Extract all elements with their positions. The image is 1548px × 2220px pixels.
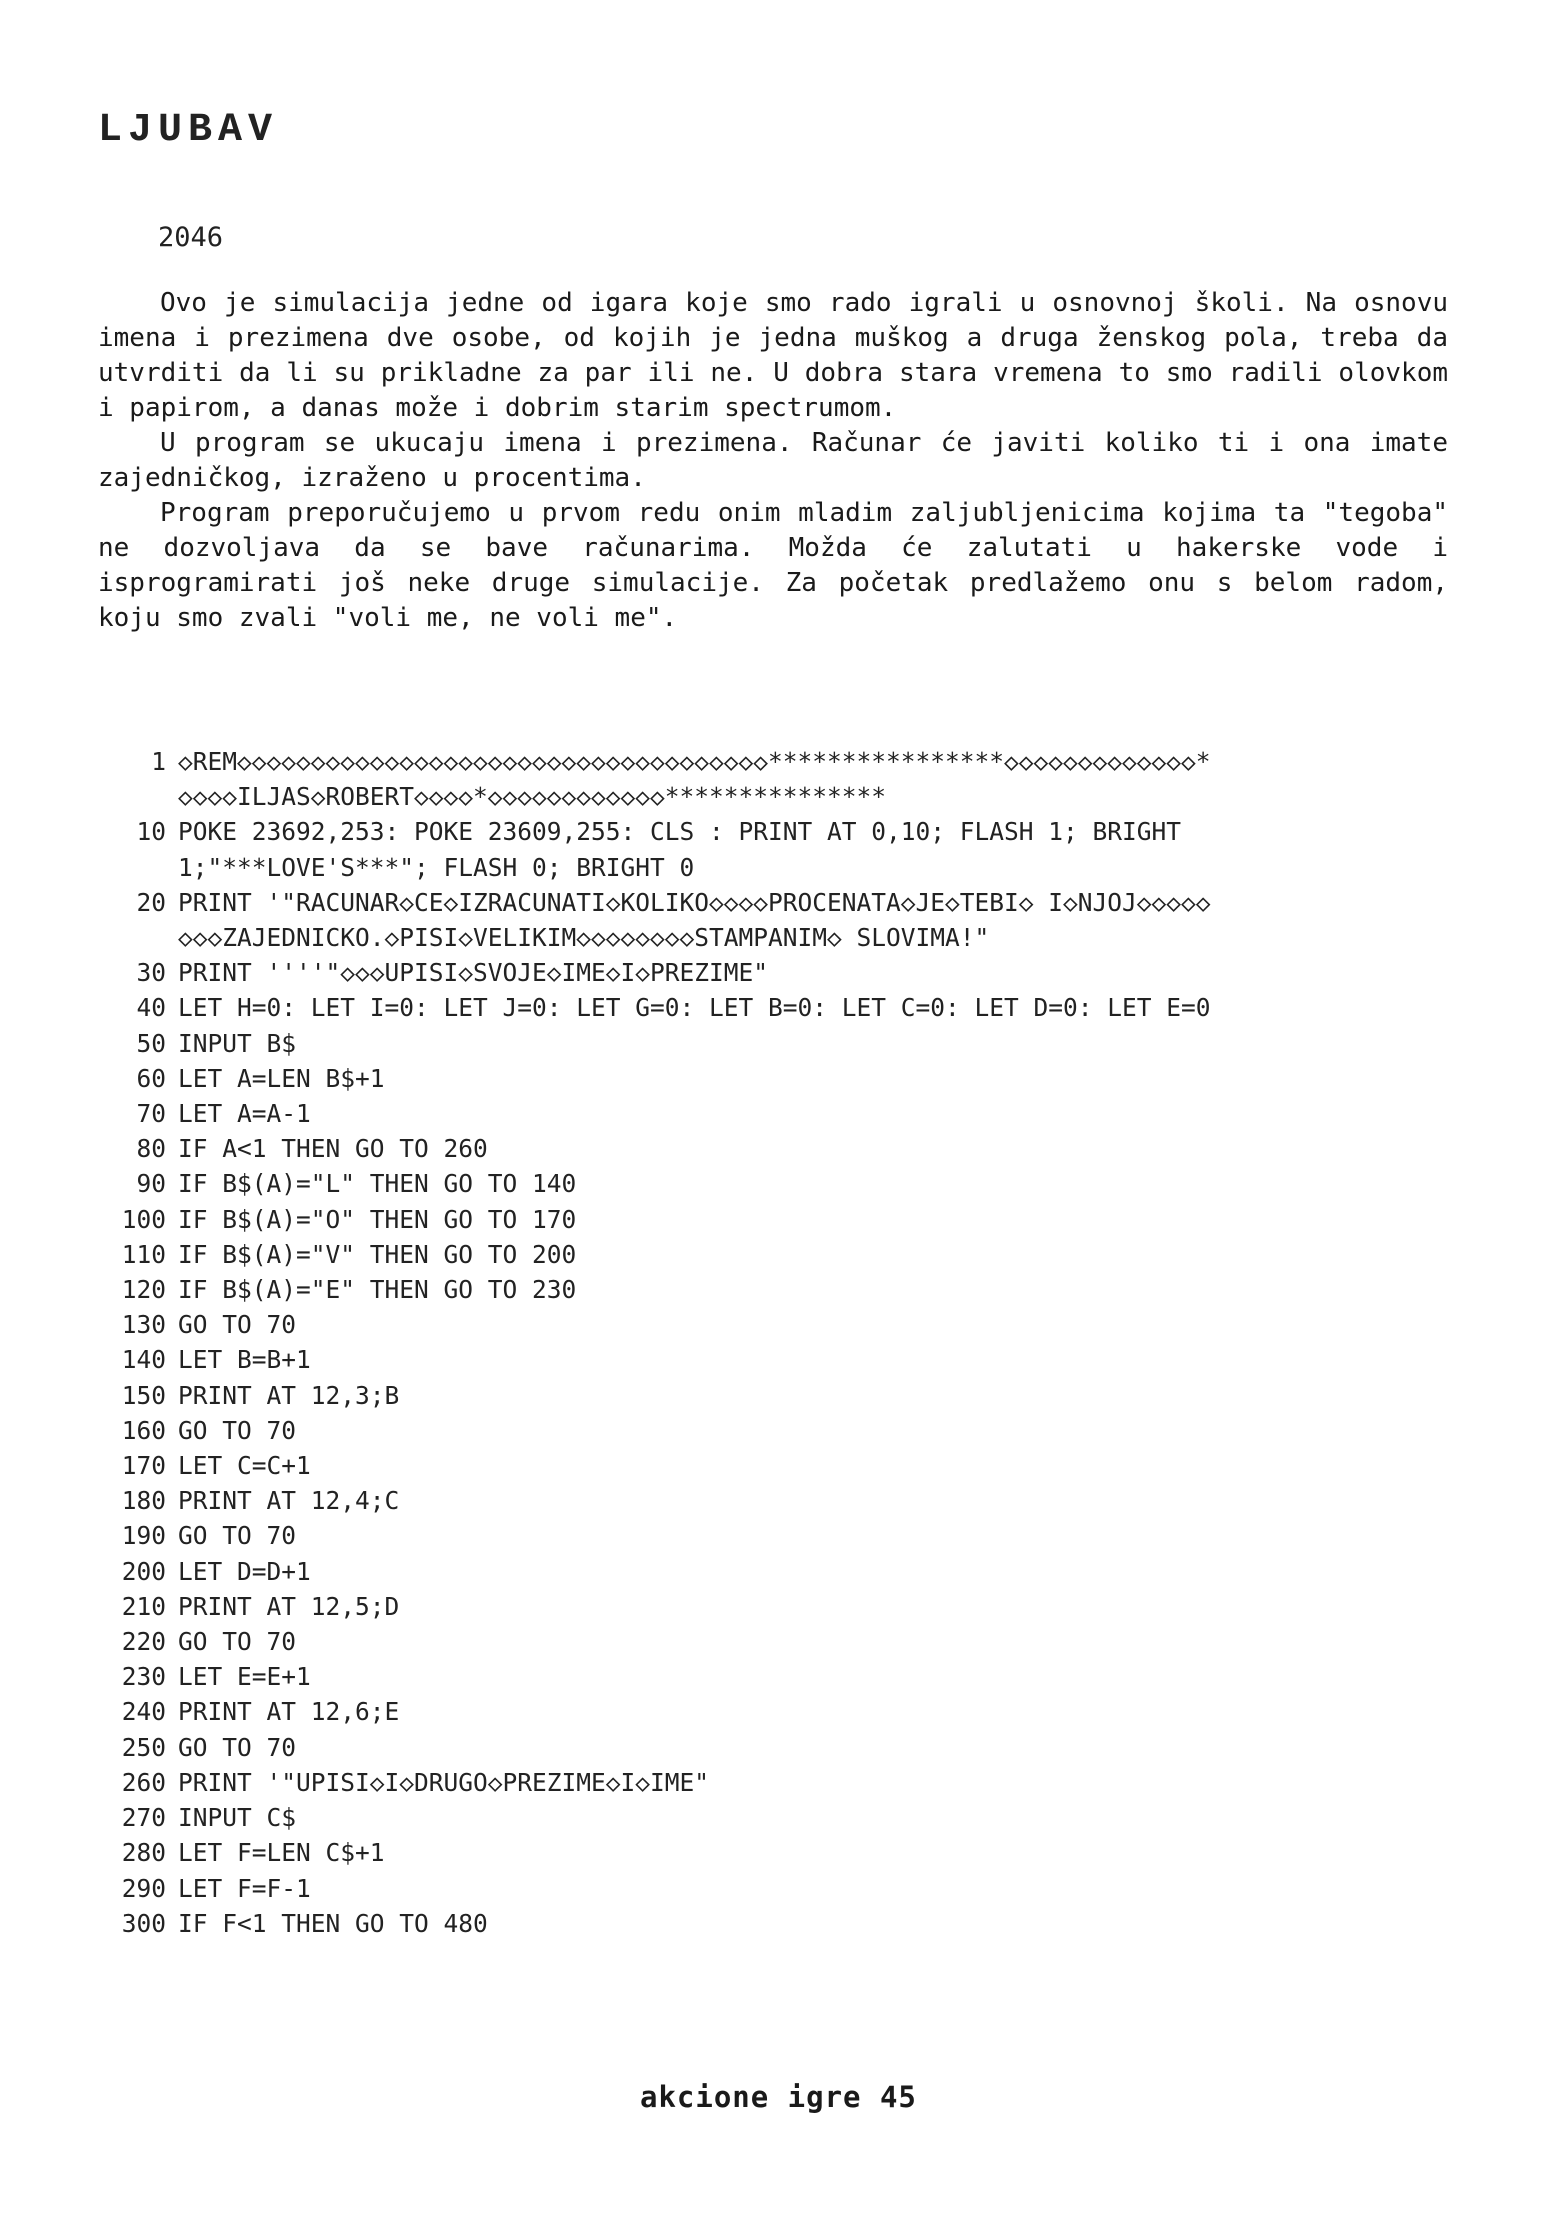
code-line xyxy=(84,1166,1224,1201)
line-number: 60 xyxy=(136,1063,166,1093)
code-text: LET D=D+1 xyxy=(178,1556,311,1586)
code-text: PRINT AT 12,5;D xyxy=(178,1591,400,1621)
line-number: 300 xyxy=(121,1908,166,1938)
line-number: 140 xyxy=(121,1345,166,1375)
code-text: LET H=0: LET I=0: LET J=0: LET G=0: LET B=0: LET C=0: LET D=0: LET E=0 xyxy=(178,993,1211,1023)
line-number: 90 xyxy=(136,1169,166,1199)
code-line xyxy=(84,1413,1224,1448)
code-line xyxy=(84,814,1224,884)
code-line xyxy=(84,990,1224,1025)
line-number: 220 xyxy=(121,1627,166,1657)
code-line xyxy=(84,1589,1224,1624)
code-text: LET A=A-1 xyxy=(178,1099,311,1129)
code-text: IF F<1 THEN GO TO 480 xyxy=(178,1908,488,1938)
line-number: 70 xyxy=(136,1099,166,1129)
code-text: IF B$(A)="L" THEN GO TO 140 xyxy=(178,1169,577,1199)
code-line xyxy=(84,1659,1224,1694)
code-text: GO TO 70 xyxy=(178,1627,297,1657)
line-number: 10 xyxy=(136,817,166,847)
code-text: IF B$(A)="V" THEN GO TO 200 xyxy=(178,1239,577,1269)
page-subtitle: 2046 xyxy=(158,222,224,253)
code-line xyxy=(84,1624,1224,1659)
code-line xyxy=(84,1800,1224,1835)
line-number: 110 xyxy=(121,1239,166,1269)
line-number: 80 xyxy=(136,1134,166,1164)
line-number: 120 xyxy=(121,1275,166,1305)
line-number: 170 xyxy=(121,1451,166,1481)
line-number: 180 xyxy=(121,1486,166,1516)
code-text: INPUT C$ xyxy=(178,1803,297,1833)
intro-text xyxy=(98,286,1448,636)
code-text: PRINT '"RACUNAR◇CE◇IZRACUNATI◇KOLIKO◇◇◇◇PROCENATA◇JE◇TEBI◇ I◇NJOJ◇◇◇◇◇◇◇◇ZAJEDNICKO.◇PISI◇VELIKIM◇◇◇◇◇◇◇◇STAMPANIM◇ SLOVIMA!" xyxy=(178,887,1211,953)
code-line xyxy=(84,1483,1224,1518)
code-text: IF B$(A)="O" THEN GO TO 170 xyxy=(178,1204,577,1234)
line-number: 280 xyxy=(121,1838,166,1868)
line-number: 40 xyxy=(136,993,166,1023)
intro-paragraph: Ovo je simulacija jedne od igara koje smo rado igrali u osnovnoj školi. Na osnovu imena i prezimena dve osobe, od kojih je jedna muškog a druga ženskog pola, treba da utvrditi da li su prikladne za par ili ne. U dobra stara vremena to smo radili olovkom i papirom, a danas može i dobrim starim spectrumom. xyxy=(98,288,1448,423)
code-line xyxy=(84,1730,1224,1765)
code-line xyxy=(84,1906,1224,1941)
code-text: IF B$(A)="E" THEN GO TO 230 xyxy=(178,1275,577,1305)
code-line xyxy=(84,1272,1224,1307)
code-line xyxy=(84,1378,1224,1413)
code-listing xyxy=(84,744,1224,1941)
intro-paragraph: Program preporučujemo u prvom redu onim mladim zaljubljenicima kojima ta "tegoba" ne dozvoljava da se bave računarima. Možda će zalutati u hakerske vode i isprogramirati još neke druge simulacije. Za početak predlažemo onu s belom radom, koju smo zvali "voli me, ne voli me". xyxy=(98,498,1448,633)
code-line xyxy=(84,1448,1224,1483)
line-number: 130 xyxy=(121,1310,166,1340)
code-text: PRINT AT 12,6;E xyxy=(178,1697,400,1727)
line-number: 260 xyxy=(121,1767,166,1797)
line-number: 160 xyxy=(121,1415,166,1445)
line-number: 230 xyxy=(121,1662,166,1692)
code-text: PRINT AT 12,3;B xyxy=(178,1380,400,1410)
code-line xyxy=(84,1061,1224,1096)
line-number: 30 xyxy=(136,958,166,988)
code-text: LET A=LEN B$+1 xyxy=(178,1063,385,1093)
line-number: 190 xyxy=(121,1521,166,1551)
code-text: LET E=E+1 xyxy=(178,1662,311,1692)
code-text: LET C=C+1 xyxy=(178,1451,311,1481)
line-number: 150 xyxy=(121,1380,166,1410)
line-number: 100 xyxy=(121,1204,166,1234)
code-line xyxy=(84,1765,1224,1800)
code-text: PRINT '"UPISI◇I◇DRUGO◇PREZIME◇I◇IME" xyxy=(178,1767,710,1797)
code-text: GO TO 70 xyxy=(178,1415,297,1445)
code-line xyxy=(84,1518,1224,1553)
code-text: GO TO 70 xyxy=(178,1310,297,1340)
line-number: 200 xyxy=(121,1556,166,1586)
line-number: 1 xyxy=(151,747,166,776)
code-text: INPUT B$ xyxy=(178,1028,297,1058)
code-line xyxy=(84,955,1224,990)
code-text: GO TO 70 xyxy=(178,1521,297,1551)
code-text: LET F=F-1 xyxy=(178,1873,311,1903)
code-text: IF A<1 THEN GO TO 260 xyxy=(178,1134,488,1164)
line-number: 250 xyxy=(121,1732,166,1762)
code-text: POKE 23692,253: POKE 23609,255: CLS : PRINT AT 0,10; FLASH 1; BRIGHT 1;"***LOVE'S***"; FLASH 0; BRIGHT 0 xyxy=(178,817,1196,882)
code-line xyxy=(84,744,1224,814)
page-title: LJUBAV xyxy=(98,108,279,153)
code-text: ◇REM◇◇◇◇◇◇◇◇◇◇◇◇◇◇◇◇◇◇◇◇◇◇◇◇◇◇◇◇◇◇◇◇◇◇◇◇****************◇◇◇◇◇◇◇◇◇◇◇◇◇*◇◇◇◇ILJAS◇ROBERT◇◇◇◇*◇◇◇◇◇◇◇◇◇◇◇◇*************** xyxy=(178,747,1211,812)
line-number: 270 xyxy=(121,1803,166,1833)
code-text: LET F=LEN C$+1 xyxy=(178,1838,385,1868)
code-line xyxy=(84,1835,1224,1870)
code-line xyxy=(84,1237,1224,1272)
code-text: GO TO 70 xyxy=(178,1732,297,1762)
line-number: 290 xyxy=(121,1873,166,1903)
code-line xyxy=(84,1871,1224,1906)
code-line xyxy=(84,1026,1224,1061)
code-text: PRINT ''''"◇◇◇UPISI◇SVOJE◇IME◇I◇PREZIME" xyxy=(178,958,769,988)
line-number: 240 xyxy=(121,1697,166,1727)
line-number: 210 xyxy=(121,1591,166,1621)
code-text: PRINT AT 12,4;C xyxy=(178,1486,400,1516)
code-line xyxy=(84,1307,1224,1342)
code-line xyxy=(84,1131,1224,1166)
intro-paragraph: U program se ukucaju imena i prezimena. Računar će javiti koliko ti i ona imate zajedničkog, izraženo u procentima. xyxy=(98,428,1448,493)
code-line xyxy=(84,1096,1224,1131)
code-line xyxy=(84,1342,1224,1377)
code-line xyxy=(84,1554,1224,1589)
page-footer: akcione igre 45 xyxy=(640,2080,917,2114)
line-number: 50 xyxy=(136,1028,166,1058)
code-line xyxy=(84,1202,1224,1237)
line-number: 20 xyxy=(136,887,166,917)
code-line xyxy=(84,1694,1224,1729)
code-line xyxy=(84,885,1224,955)
code-text: LET B=B+1 xyxy=(178,1345,311,1375)
